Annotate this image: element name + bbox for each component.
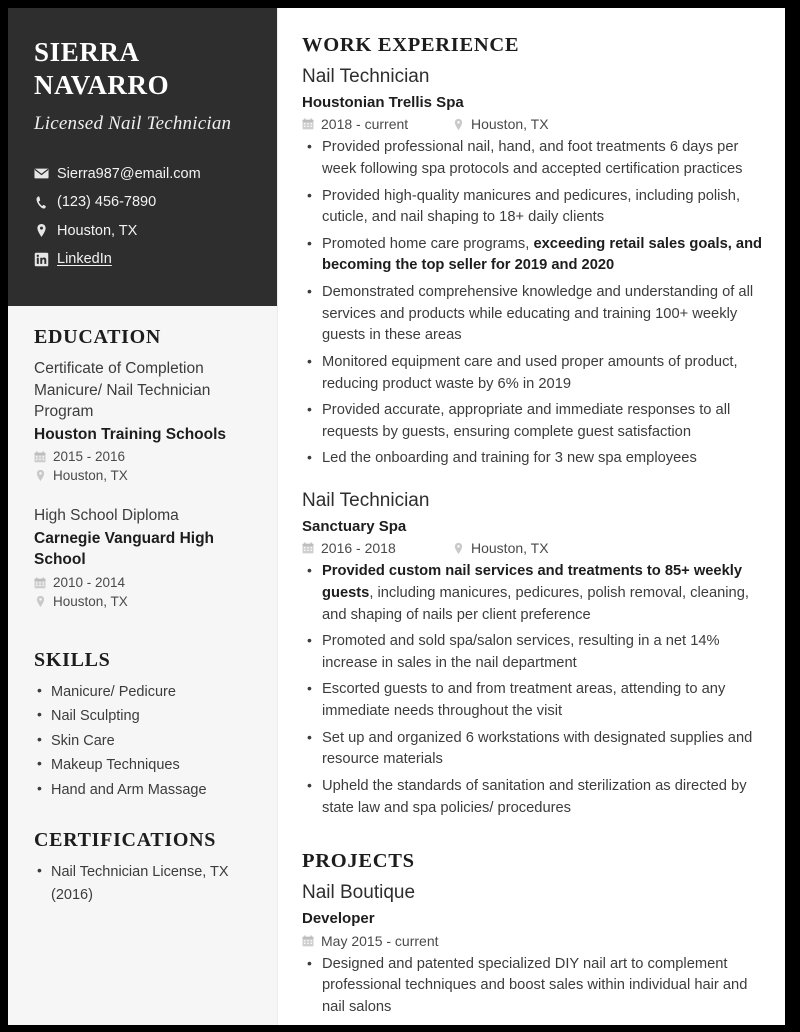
phone-icon: [34, 195, 49, 210]
bullet-emphasis: exceeding retail sales goals, and becoming the top seller for 2019 and 2020: [322, 235, 763, 274]
project-date: May 2015 - current: [321, 932, 439, 949]
project-meta-row: [302, 933, 763, 949]
bullet-text: Promoted and sold spa/salon services, resulting in a net 14% increase in sales in the nail department: [322, 633, 720, 671]
skills-list: [34, 681, 251, 801]
work-bullets: [302, 137, 763, 470]
work-date: 2018 - current: [321, 116, 409, 133]
list-item: [302, 679, 763, 722]
project-date-cell: [302, 933, 452, 949]
main-content: [278, 8, 785, 1025]
calendar-icon: [34, 576, 46, 589]
work-job-title: Nail Technician: [302, 489, 430, 511]
map-pin-icon: [34, 595, 46, 608]
bullet-text: Monitored equipment care and used proper amounts of product, reducing product waste by 6% in 2019: [322, 353, 738, 392]
certifications-heading: CERTIFICATIONS: [34, 829, 217, 852]
list-item: [302, 448, 763, 470]
list-item: • Skin Care: [34, 730, 251, 752]
work-location: Houston, TX: [471, 540, 549, 557]
work-date-cell: [302, 116, 452, 132]
education-degree: High School Diploma: [34, 507, 179, 525]
contact-linkedin-text[interactable]: LinkedIn: [57, 250, 112, 267]
skills-heading: SKILLS: [34, 649, 111, 671]
contact-item-email: [34, 163, 251, 185]
education-heading: EDUCATION: [34, 326, 162, 349]
list-item: [302, 352, 763, 395]
list-item: • Makeup Techniques: [34, 754, 251, 776]
work-entry: [302, 489, 763, 819]
education-field: Manicure/ Nail Technician Program: [34, 381, 211, 421]
work-entry: [302, 65, 763, 470]
section-work-experience: [302, 34, 763, 819]
bullet-text: Escorted guests to and from treatment areas, attending to any immediate needs throughout the visit: [322, 681, 726, 720]
work-location-cell: [452, 116, 549, 132]
bullet-text: Provided accurate, appropriate and immediate responses to all requests by guests, ensuring complete guest satisfaction: [322, 402, 731, 440]
list-item: [302, 234, 763, 277]
section-education: [34, 326, 251, 609]
list-item: • Hand and Arm Massage: [34, 779, 251, 801]
calendar-icon: [302, 118, 314, 131]
list-item: [302, 631, 763, 674]
contact-phone-text: (123) 456-7890: [57, 194, 157, 211]
resume-page: [8, 8, 785, 1025]
education-date: 2010 - 2014: [53, 575, 126, 590]
work-meta-row: [302, 116, 763, 132]
project-bullets: [302, 954, 763, 1019]
section-certifications: [34, 829, 251, 906]
map-pin-icon: [452, 542, 464, 555]
work-job-title: Nail Technician: [302, 66, 430, 87]
contact-list: [34, 163, 251, 271]
list-item: [302, 186, 763, 229]
education-location: Houston, TX: [53, 594, 128, 609]
education-location-row: [34, 468, 251, 483]
education-date-row: [34, 575, 251, 590]
contact-email-text: Sierra987@email.com: [57, 165, 201, 182]
list-item: • Nail Technician License, TX (2016): [34, 861, 251, 906]
map-pin-icon: [452, 118, 464, 131]
bullet-text: Designed and patented specialized DIY nail art to complement professional techniques and boost sales within individual hair and nail salons: [322, 955, 748, 1015]
section-projects: [302, 850, 763, 1018]
bullet-text: , including manicures, pedicures, polish removal, cleaning, and shaping of nails per client preference: [322, 585, 749, 623]
work-location: Houston, TX: [471, 116, 549, 133]
contact-item-location: [34, 220, 251, 242]
calendar-icon: [34, 450, 46, 463]
list-item: [302, 776, 763, 819]
professional-title: Licensed Nail Technician: [34, 112, 232, 134]
list-item: [302, 728, 763, 771]
envelope-icon: [34, 166, 49, 181]
linkedin-icon: [34, 252, 49, 267]
work-date: 2016 - 2018: [321, 540, 396, 557]
projects-heading: PROJECTS: [302, 850, 415, 873]
bullet-emphasis: Provided custom nail services and treatments to 85+ weekly guests: [322, 563, 742, 602]
list-item: • Nail Sculpting: [34, 705, 251, 727]
work-date-cell: [302, 540, 452, 556]
page-title: SIERRA NAVARRO: [34, 37, 170, 100]
map-pin-icon: [34, 223, 49, 238]
education-school: Houston Training Schools: [34, 425, 227, 443]
work-bullets: [302, 561, 763, 819]
bullet-text: Promoted home care programs,: [322, 235, 534, 252]
education-date-row: [34, 449, 251, 464]
calendar-icon: [302, 542, 314, 555]
project-role: Developer: [302, 909, 375, 927]
work-company: Sanctuary Spa: [302, 517, 407, 535]
list-item: [302, 137, 763, 180]
certifications-list: [34, 861, 251, 906]
project-title: Nail Boutique: [302, 882, 416, 904]
education-location: Houston, TX: [53, 468, 128, 484]
list-item: [302, 954, 763, 1019]
work-company: Houstonian Trellis Spa: [302, 93, 464, 111]
contact-item-linkedin[interactable]: [34, 248, 251, 270]
list-item: [302, 282, 763, 347]
education-entry: [34, 358, 251, 483]
list-item: • Manicure/ Pedicure: [34, 681, 251, 703]
education-date: 2015 - 2016: [53, 449, 126, 465]
sidebar-body: [8, 306, 277, 938]
bullet-text: Set up and organized 6 workstations with designated supplies and resource materials: [322, 729, 753, 768]
contact-item-phone: [34, 191, 251, 213]
list-item: [302, 561, 763, 626]
bullet-text: Provided professional nail, hand, and foot treatments 6 days per week following spa protocols and accepted certification practices: [322, 139, 743, 178]
education-degree: Certificate of Completion: [34, 360, 204, 378]
education-school: Carnegie Vanguard High School: [34, 529, 215, 569]
work-meta-row: [302, 540, 763, 556]
education-location-row: [34, 594, 251, 609]
map-pin-icon: [34, 469, 46, 482]
bullet-text: Led the onboarding and training for 3 new spa employees: [322, 450, 697, 467]
section-skills: [34, 649, 251, 801]
work-location-cell: [452, 540, 549, 556]
sidebar: [8, 8, 278, 1025]
project-entry: [302, 881, 763, 1018]
calendar-icon: [302, 934, 314, 947]
list-item: [302, 400, 763, 443]
bullet-text: Upheld the standards of sanitation and sterilization as directed by state law and spa policies/ procedures: [322, 777, 747, 816]
identity-block: [8, 8, 277, 306]
bullet-text: Demonstrated comprehensive knowledge and understanding of all services and products while educating and training 100+ weekly guests in these areas: [322, 284, 754, 344]
work-experience-heading: WORK EXPERIENCE: [302, 34, 520, 56]
contact-location-text: Houston, TX: [57, 222, 138, 239]
bullet-text: Provided high-quality manicures and pedicures, including polish, cuticle, and nail shaping to 18+ daily clients: [322, 187, 741, 226]
education-entry: [34, 505, 251, 609]
